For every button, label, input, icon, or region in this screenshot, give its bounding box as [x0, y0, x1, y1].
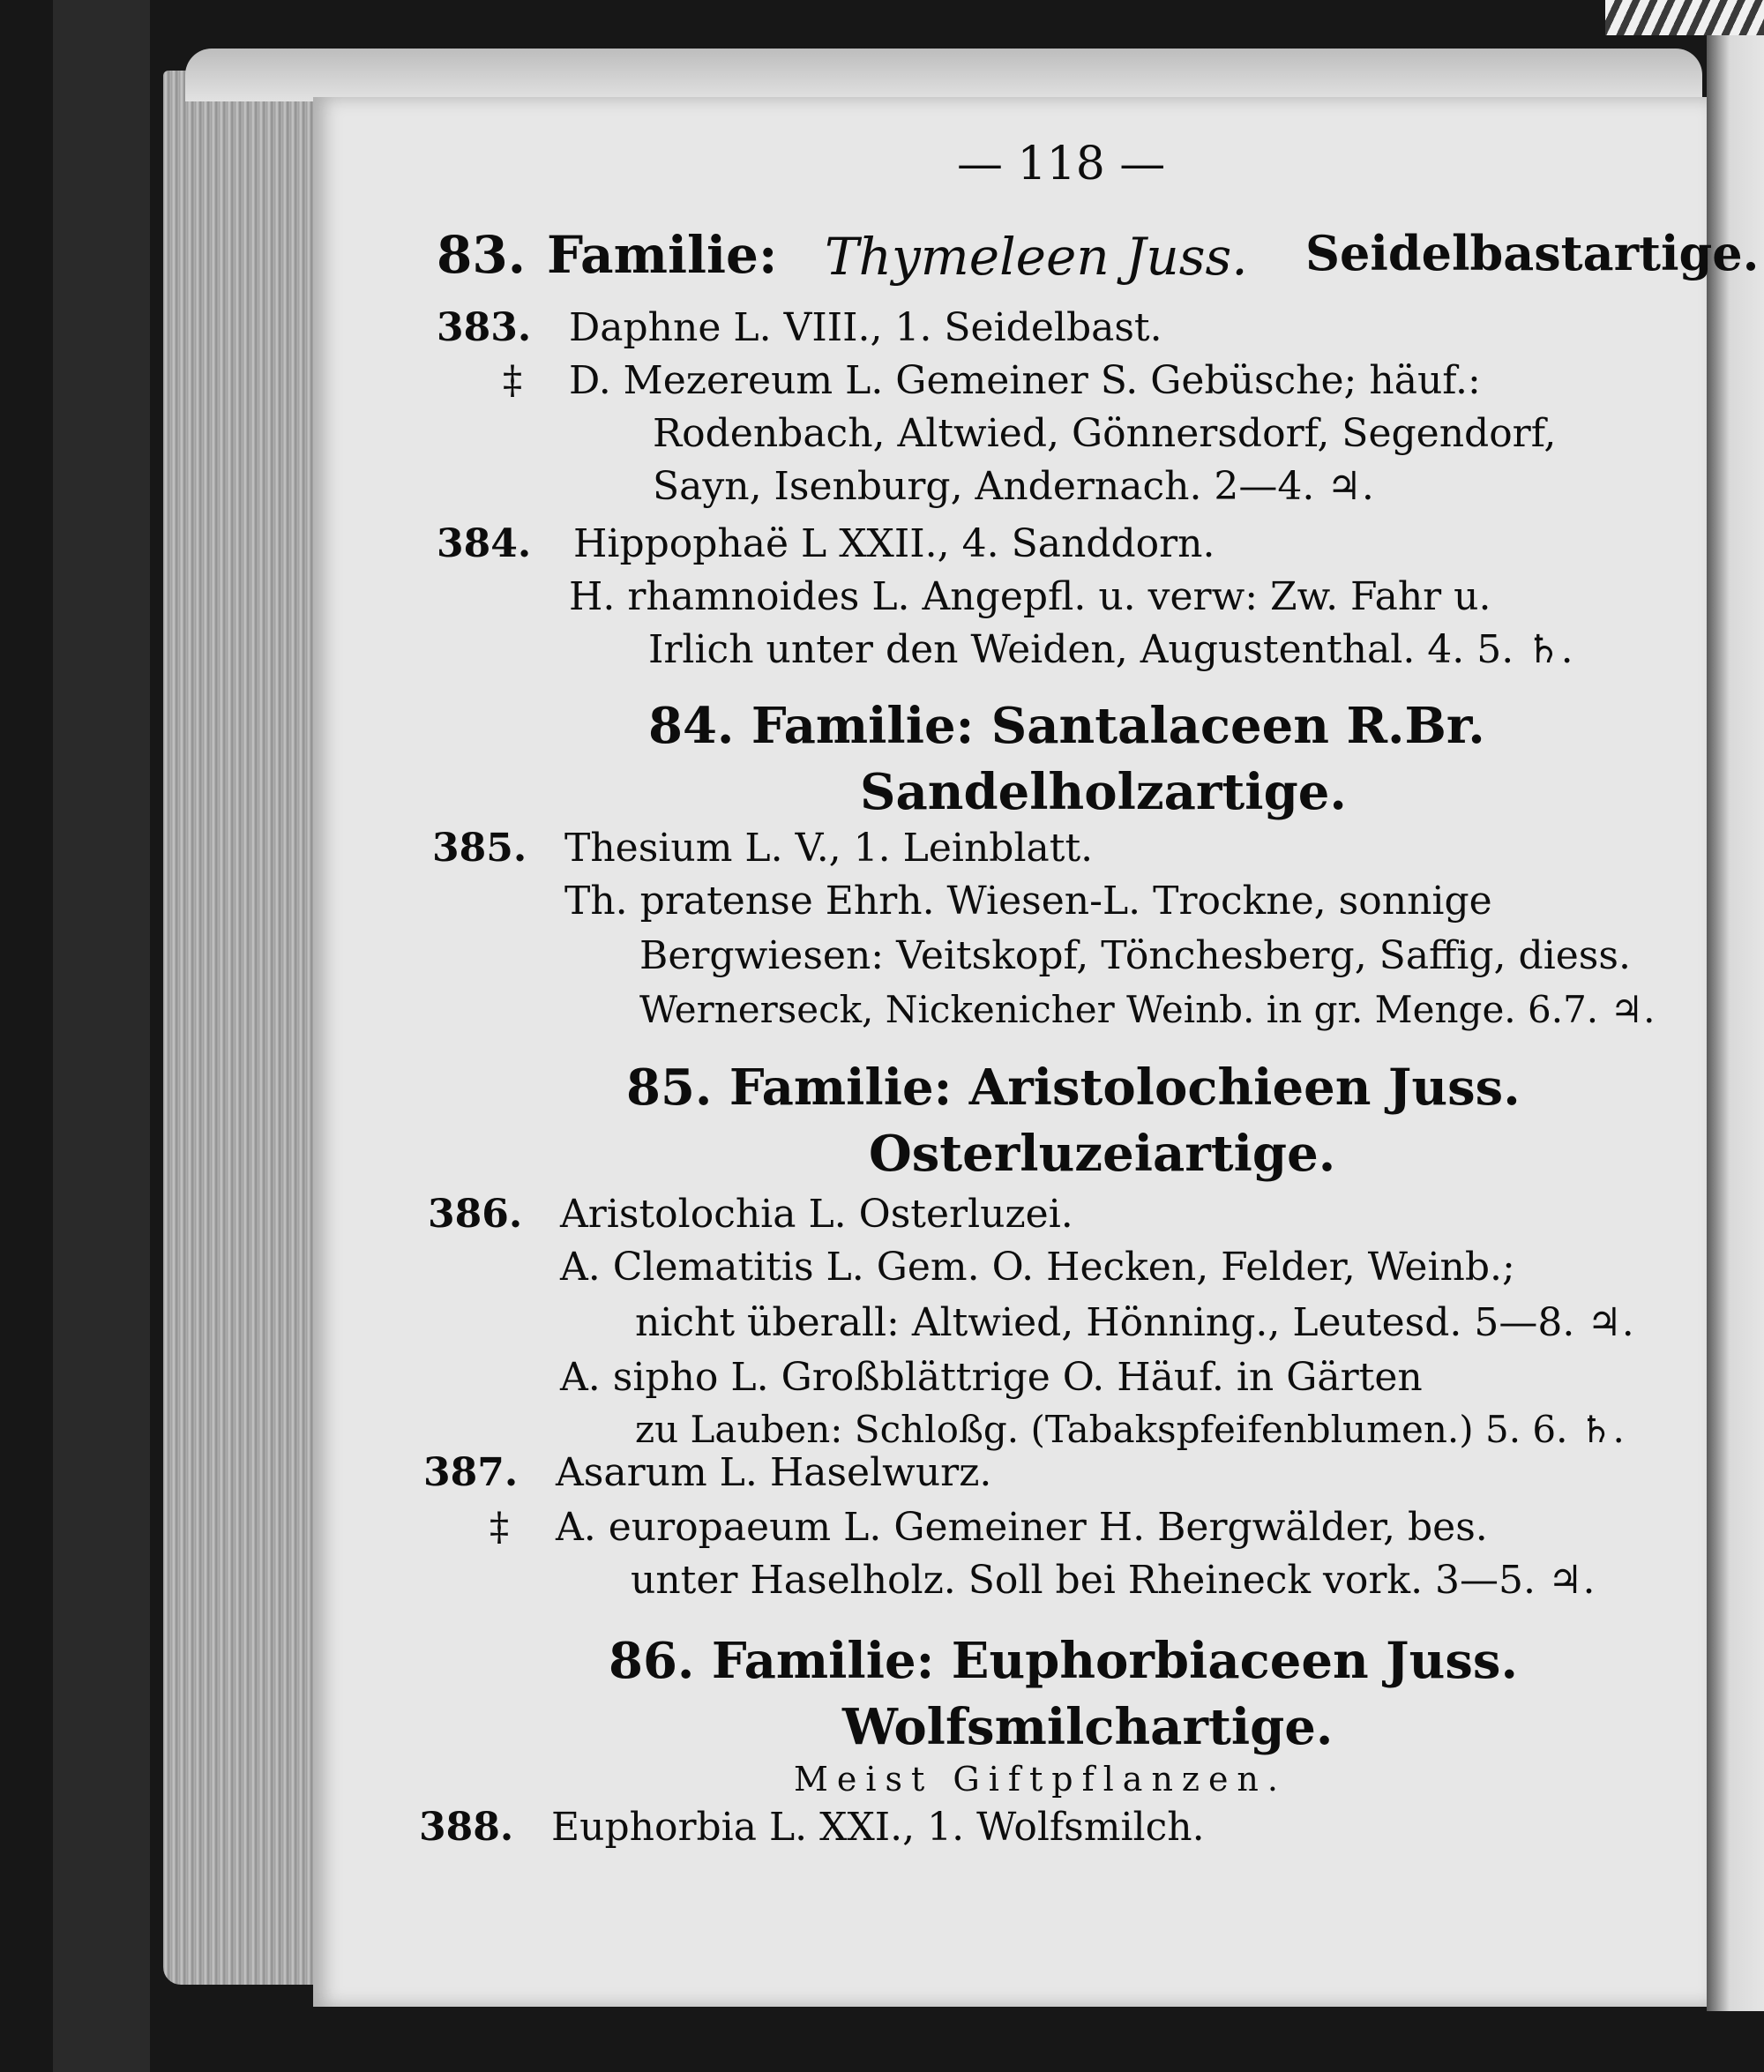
clematitis-line-2: nicht überall: Altwied, Hönning., Leutesd. 5—8. ♃.: [635, 1300, 1634, 1345]
family-85-heading: 85. Familie: Aristolochieen Juss.: [626, 1058, 1521, 1117]
mezereum-line-2: Rodenbach, Altwied, Gönnersdorf, Segendorf,: [653, 411, 1557, 456]
mezereum-line-3: Sayn, Isenburg, Andernach. 2—4. ♃.: [653, 464, 1374, 509]
entry-383-number: 383.: [437, 305, 532, 350]
clematitis-line-1: A. Clematitis L. Gem. O. Hecken, Felder, Weinb.;: [560, 1245, 1515, 1290]
europaeum-line-2: unter Haselholz. Soll bei Rheineck vork. 3—5. ♃.: [631, 1558, 1596, 1603]
entry-383-text: Daphne L. VIII., 1. Seidelbast.: [569, 305, 1162, 350]
toxic-mark-2: ‡: [490, 1505, 509, 1550]
entry-387-number: 387.: [423, 1450, 519, 1495]
europaeum-line-1: A. europaeum L. Gemeiner H. Bergwälder, bes.: [556, 1505, 1488, 1550]
mezereum-line-1: D. Mezereum L. Gemeiner S. Gebüsche; häuf.:: [569, 358, 1481, 403]
pratense-line-2: Bergwiesen: Veitskopf, Tönchesberg, Saffig, diess.: [639, 933, 1631, 978]
rhamnoides-line-1: H. rhamnoides L. Angepfl. u. verw: Zw. Fahr u.: [569, 574, 1491, 619]
entry-385-text: Thesium L. V., 1. Leinblatt.: [564, 826, 1094, 871]
family-83-german: Seidelbastartige.: [1305, 225, 1760, 281]
family-86-subheading: Meist Giftpflanzen.: [794, 1760, 1287, 1799]
page-number: — 118 —: [957, 138, 1166, 191]
entry-384-text: Hippophaë L XXII., 4. Sanddorn.: [573, 521, 1215, 566]
family-84-heading: 84. Familie: Santalaceen R.Br.: [648, 697, 1485, 755]
sipho-line-1: A. sipho L. Großblättrige O. Häuf. in Gärten: [560, 1355, 1423, 1400]
entry-386-text: Aristolochia L. Osterluzei.: [560, 1192, 1073, 1237]
family-86-german: Wolfsmilchartige.: [842, 1698, 1334, 1756]
rhamnoides-line-2: Irlich unter den Weiden, Augustenthal. 4. 5. ♄.: [648, 627, 1573, 672]
sipho-line-2: zu Lauben: Schloßg. (Tabakspfeifenblumen.) 5. 6. ♄.: [635, 1408, 1625, 1451]
family-85-german: Osterluzeiartige.: [869, 1125, 1336, 1183]
entry-388-number: 388.: [419, 1805, 514, 1850]
entry-386-number: 386.: [428, 1192, 523, 1237]
family-83-label: Familie:: [547, 225, 778, 285]
toxic-mark: ‡: [503, 358, 522, 403]
family-84-german: Sandelholzartige.: [860, 763, 1347, 821]
entry-385-number: 385.: [432, 826, 527, 871]
family-86-heading: 86. Familie: Euphorbiaceen Juss.: [609, 1632, 1518, 1690]
family-83-number: 83.: [437, 225, 526, 285]
pratense-line-1: Th. pratense Ehrh. Wiesen-L. Trockne, sonnige: [564, 879, 1492, 924]
entry-388-text: Euphorbia L. XXI., 1. Wolfsmilch.: [551, 1805, 1205, 1850]
entry-384-number: 384.: [437, 521, 532, 566]
family-83-latin: Thymeleen Juss.: [825, 227, 1248, 287]
entry-387-text: Asarum L. Haselwurz.: [556, 1450, 992, 1495]
pratense-line-3: Wernerseck, Nickenicher Weinb. in gr. Menge. 6.7. ♃.: [639, 988, 1656, 1031]
